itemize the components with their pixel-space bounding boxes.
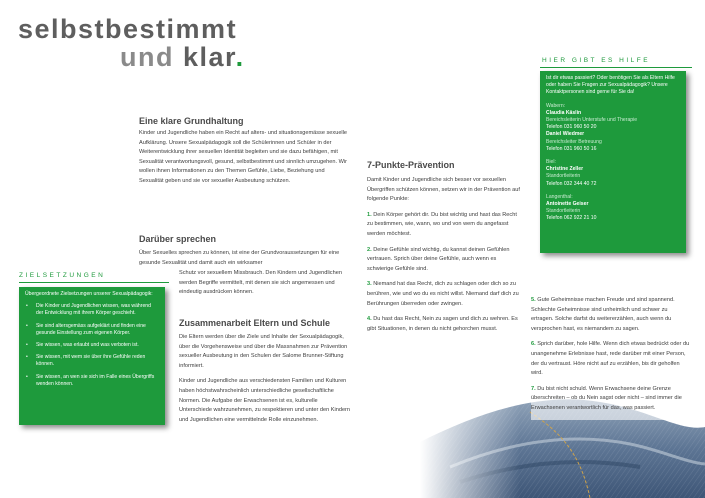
paragraph: Kinder und Jugendliche haben ein Recht auf alters- und situationsgemässe sexuelle Aufklärung. Unsere Sexualpädagogik soll die Schülerinnen und Schüler in der Weiterentwicklung ihrer sexuellen Identität begleiten und sie dazu befähigen, mit Sexualität verantwortungsvoll, gesund, selbstbestimmt und sinnlich umzugehen. Wir wollen ihnen Informationen zu den Themen Gefühle, Liebe, Beziehung und Sexualität geben und sie vor sexueller Ausbeutung schützen.	[139, 130, 348, 184]
contact-name: Claudia Käslin	[546, 109, 582, 116]
heading-grundhaltung: Eine klare Grundhaltung	[139, 116, 244, 126]
contact-phone: Telefon 031 960 50 20	[546, 124, 597, 131]
heading-darueber-sprechen: Darüber sprechen	[139, 234, 217, 244]
goals-intro: Übergeordnete Zielsetzungen unserer Sexualpädagogik:	[25, 291, 153, 297]
point-item: 6. Sprich darüber, hole Hilfe. Wenn dich etwas bedrückt oder du unangenehme Erlebnisse hast, rede darüber mit einer Person, der du vertraust. Höre nicht auf zu erzählen, bis dir geholfen wird.	[531, 341, 690, 377]
contact-name: Daniel Wiedmer	[546, 131, 585, 138]
goals-box	[19, 287, 165, 425]
text-zusammenarbeit	[179, 333, 351, 431]
point-item: 1. Dein Körper gehört dir. Du bist wichtig und hast das Recht zu bestimmen, wie, wann, wo und von wem du angefasst werden möchtest.	[367, 211, 517, 237]
divider	[19, 282, 169, 283]
title-word-und: und	[120, 42, 174, 72]
contact-role: Standortleiterin	[546, 208, 581, 215]
contact-phone: Telefon 032 344 40 72	[546, 180, 597, 187]
title-dot: .	[235, 42, 245, 72]
contact-role: Bereichsleiterin Unterstufe und Therapie	[546, 117, 638, 124]
list-item: • Die Kinder und Jugendlichen wissen, was während der Entwicklung mit ihrem Körper geschieht.	[32, 303, 159, 317]
paragraph: Kinder und Jugendliche aus verschiedensten Familien und Kulturen haben höchstwahrscheinlich unterschiedliche gesellschaftliche Normen. Die Aufgabe der Erwachsenen ist es, kulturelle Unterschiede wahrzunehmen, zu respektieren und unter den Kindern und Jugendlichen eine vermittelnde Rolle einzunehmen.	[179, 378, 351, 423]
contact-role: Bereichsleiter Betreuung	[546, 138, 602, 145]
contact-name: Christine Zeller	[546, 166, 584, 173]
list-item: • Sie wissen, was erlaubt und was verboten ist.	[32, 342, 159, 349]
page-title-line2	[120, 42, 245, 73]
point-item: 3. Niemand hat das Recht, dich zu schlagen oder dich so zu berühren, wie und wo du es nicht willst. Niemand darf dich zu Berührungen überreden oder zwingen.	[367, 281, 519, 307]
text-darueber-a: Über Sexuelles sprechen zu können, ist eine der Grundvoraussetzungen für eine gesunde Sexualität und damit auch ein wirksamer	[139, 250, 340, 266]
help-label: HIER GIBT ES HILFE	[542, 57, 651, 64]
contact-phone: Telefon 031 960 50 16	[546, 145, 597, 152]
list-item: • Sie wissen, an wen sie sich im Falle eines Übergriffs wenden können.	[32, 374, 159, 388]
contact-phone: Telefon 062 922 21 10	[546, 215, 597, 222]
point-item: 5. Gute Geheimnisse machen Freude und sind spannend. Schlechte Geheimnisse sind unheimlich und schwer zu ertragen. Solche darfst du weitererzählen, auch wenn du versprochen hast, es niemandem zu sagen.	[531, 297, 675, 332]
help-place-langenthal: Langenthal:	[546, 193, 573, 200]
contact-name: Antoinette Geiser	[546, 201, 589, 208]
points-col-1	[367, 176, 523, 340]
text-darueber-b: Schutz vor sexuellem Missbrauch. Den Kindern und Jugendlichen werden Begriffe vermittelt, mit denen sie sich angemessen und eindeutig ausdrücken können.	[179, 270, 342, 296]
point-item: 7. Du bist nicht schuld. Wenn Erwachsene deine Grenze überschreiten – ob du Nein sagst oder nicht – sind immer die Erwachsenen verantwortlich für das, was passiert.	[531, 385, 682, 411]
page-title-line1: selbstbestimmt	[18, 14, 238, 44]
heading-7-punkte: 7-Punkte-Prävention	[367, 160, 455, 170]
text-grundhaltung	[139, 129, 349, 193]
paragraph: Die Eltern werden über die Ziele und Inhalte der Sexualpädagogik, über die Vorgehensweise und über die Massnahmen zur Prävention sexueller Ausbeutung in den Schulen der Salome Brunner-Stiftung informiert.	[179, 334, 348, 369]
help-intro: Ist dir etwas passiert? Oder benötigen Sie als Eltern Hilfe oder haben Sie Fragen zur Sexualpädagogik? Unsere Kontaktpersonen sind gerne für Sie da!	[546, 75, 675, 96]
list-item: • Sie wissen, mit wem sie über ihre Gefühle reden können.	[32, 354, 159, 368]
help-box	[540, 71, 686, 253]
point-item: 2. Deine Gefühle sind wichtig, du kannst deinen Gefühlen vertrauen. Sprich über deine Gefühle, auch wenn es schwierige Gefühle sind.	[367, 246, 510, 272]
divider	[540, 67, 692, 68]
help-place-wabern: Wabern:	[546, 102, 566, 109]
title-word-klar: klar	[183, 42, 236, 72]
contact-role: Standortleiterin	[546, 173, 581, 180]
heading-zusammenarbeit: Zusammenarbeit Eltern und Schule	[179, 318, 331, 328]
points-intro: Damit Kinder und Jugendliche sich besser vor sexuellen Übergriffen schützen können, setzen wir in der Prävention auf folgende Punkte:	[367, 177, 520, 203]
point-item: 4. Du hast das Recht, Nein zu sagen und dich zu wehren. Es gibt Situationen, in denen du nicht gehorchen musst.	[367, 316, 518, 332]
goals-label: ZIELSETZUNGEN	[19, 272, 106, 279]
goals-list	[25, 303, 159, 388]
help-place-biel: Biel:	[546, 159, 556, 166]
points-col-2	[531, 296, 691, 420]
list-item: • Sie sind altersgemäss aufgeklärt und finden eine gesunde Einstellung zum eigenen Körper.	[32, 323, 159, 337]
